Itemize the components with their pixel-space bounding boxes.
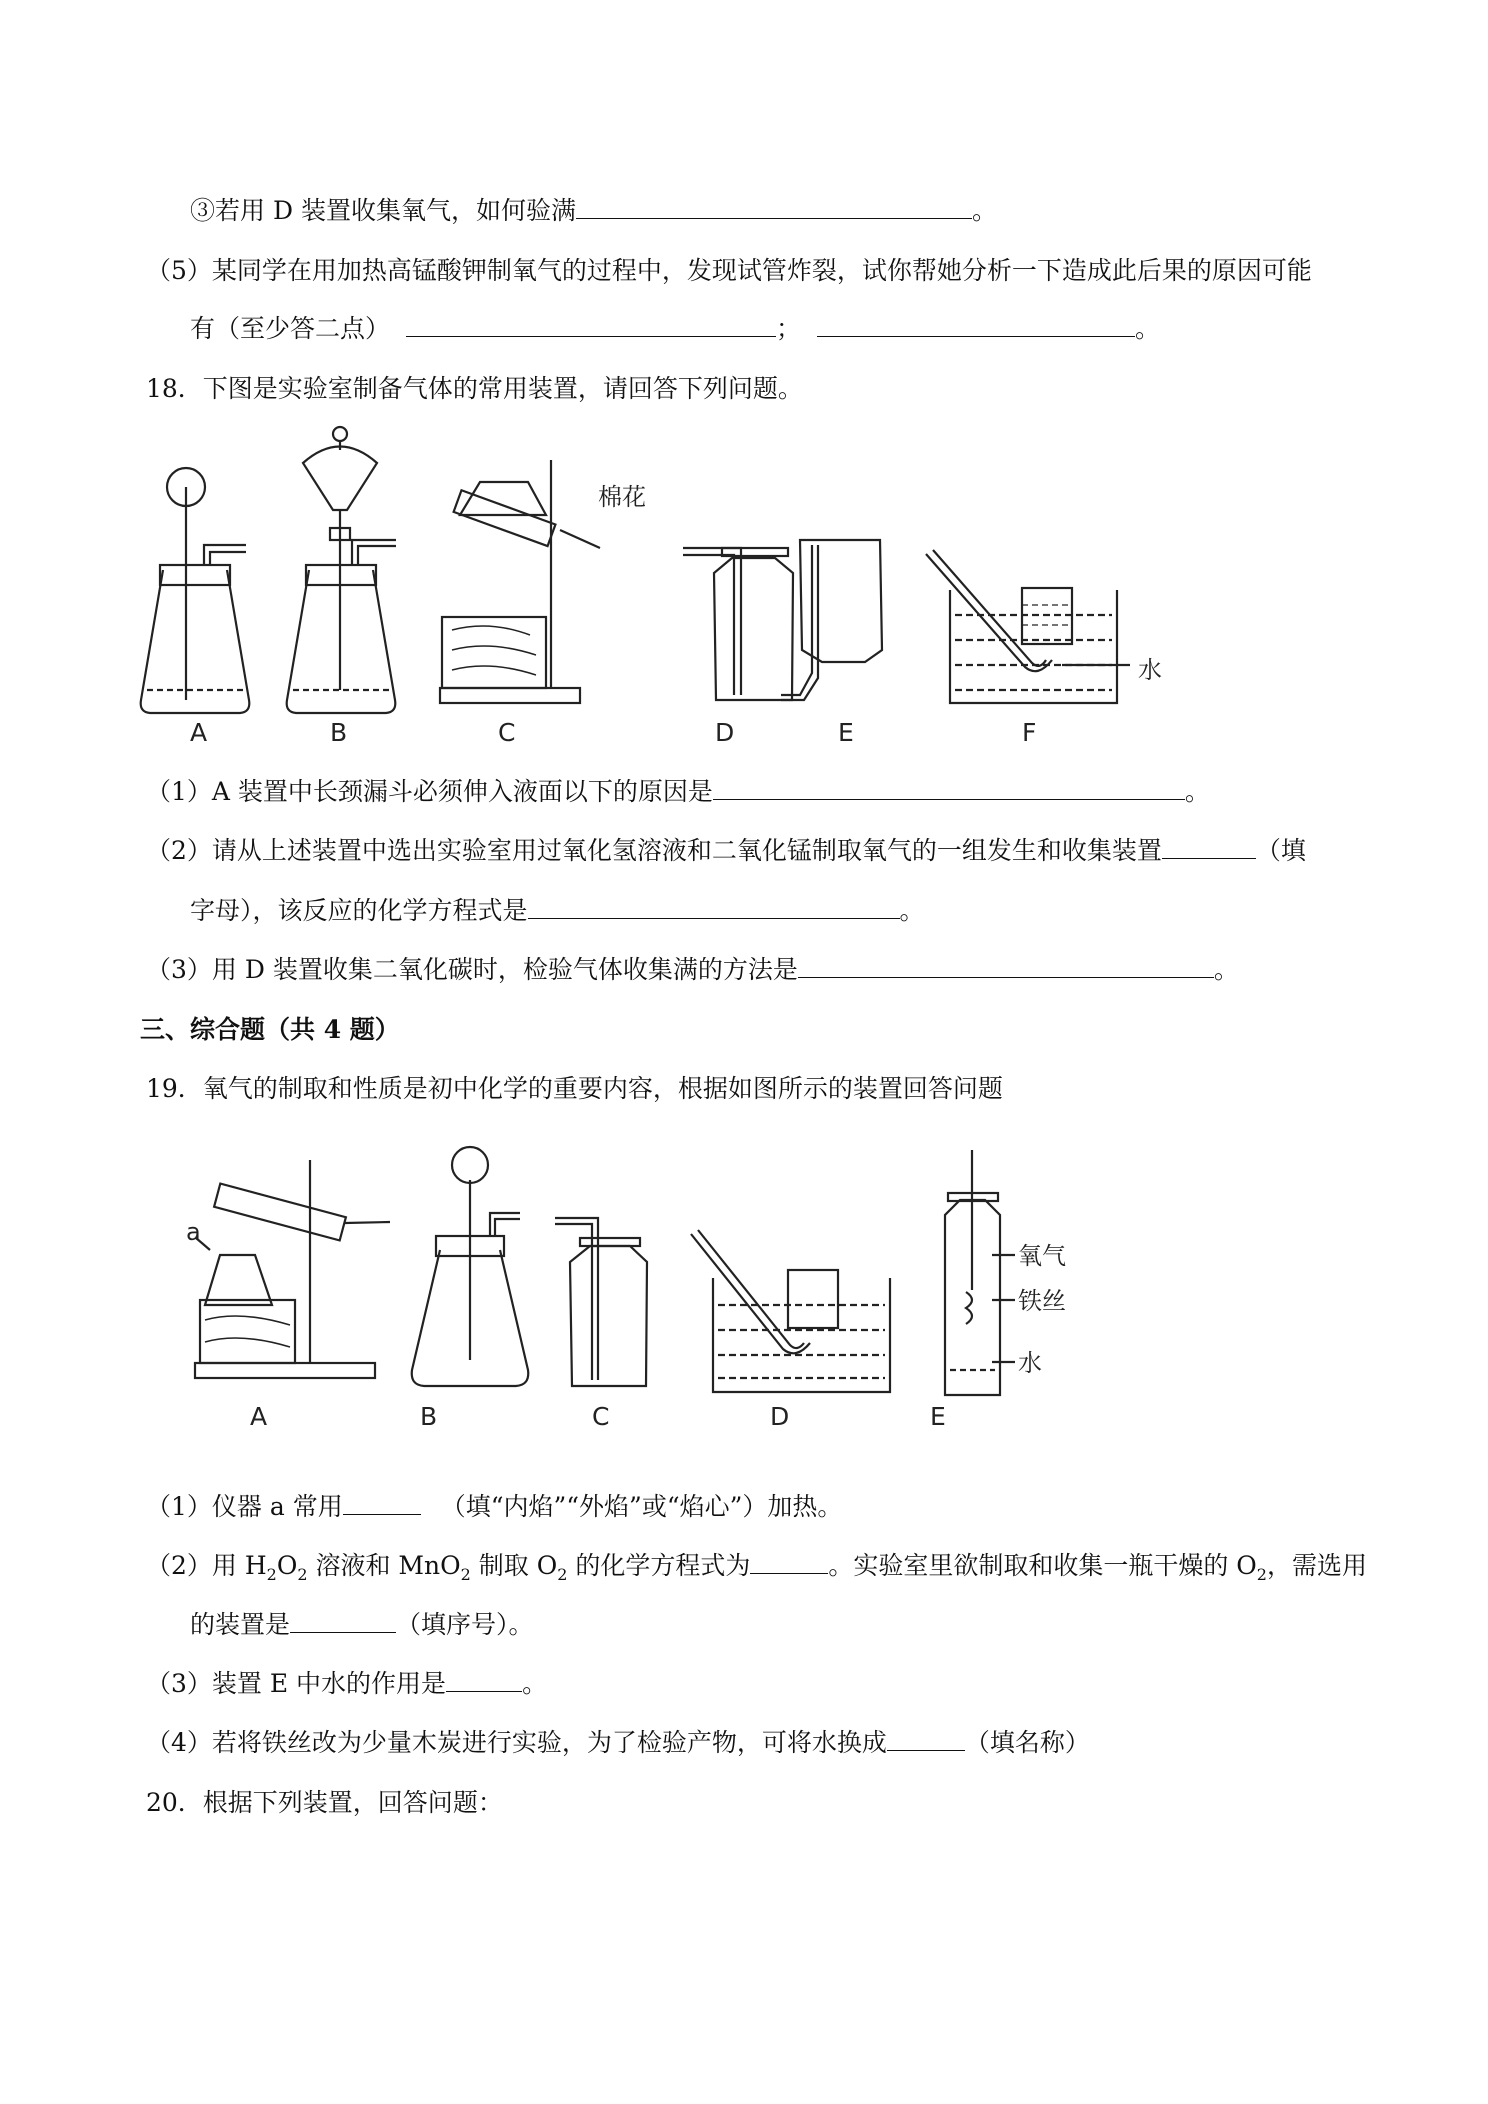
bottle-e xyxy=(800,540,882,662)
q19-2-c: 溶液和 MnO xyxy=(307,1551,461,1580)
q18-2 xyxy=(146,834,1306,868)
answer-blank[interactable] xyxy=(576,194,972,219)
sub: 2 xyxy=(557,1565,568,1584)
stand-base xyxy=(440,688,580,703)
text-line-2 xyxy=(146,254,1312,288)
q19-4-end: （填名称） xyxy=(964,1728,1090,1757)
water-label-19e: 水 xyxy=(1018,1349,1042,1377)
text-line-3 xyxy=(190,312,1160,346)
answer-blank[interactable] xyxy=(343,1490,421,1515)
l2-text: （5）某同学在用加热高锰酸钾制氧气的过程中，发现试管炸裂，试你帮她分析一下造成此后果的原因可能 xyxy=(146,256,1312,285)
q19-2-d: 制取 O xyxy=(470,1551,558,1580)
q19-4 xyxy=(146,1726,1090,1760)
l3-text: 有（至少答二点） xyxy=(190,314,391,343)
funnel-bulb xyxy=(167,468,205,506)
q19-3-end: 。 xyxy=(522,1669,548,1698)
l1-end: 。 xyxy=(971,196,997,225)
flask-a xyxy=(141,570,250,713)
lamp-19a xyxy=(205,1255,272,1305)
q19-1-text: （1）仪器 a 常用 xyxy=(146,1492,343,1521)
q18-2b-end: 。 xyxy=(899,896,925,925)
label-c: C xyxy=(498,718,516,747)
q19-text: 19．氧气的制取和性质是初中化学的重要内容，根据如图所示的装置回答问题 xyxy=(146,1074,1003,1103)
q19-2-f: 。实验室里欲制取和收集一瓶干燥的 O xyxy=(828,1551,1257,1580)
q19-3-text: （3）装置 E 中水的作用是 xyxy=(146,1669,447,1698)
label-f: F xyxy=(1022,718,1037,747)
answer-blank[interactable] xyxy=(750,1549,828,1574)
section-3-title: 三、综合题（共 4 题） xyxy=(140,1015,400,1044)
bottle-19c xyxy=(570,1246,647,1386)
answer-blank[interactable] xyxy=(713,775,1185,800)
text-line-1 xyxy=(190,194,997,228)
q18-2b-text: 字母），该反应的化学方程式是 xyxy=(190,896,528,925)
flask-19b xyxy=(412,1250,529,1386)
sub: 2 xyxy=(1256,1565,1267,1584)
q19-2-e: 的化学方程式为 xyxy=(567,1551,751,1580)
q18-2-end: （填 xyxy=(1255,836,1306,865)
test-tube-c xyxy=(454,490,556,546)
q19-1 xyxy=(146,1490,842,1524)
q19-2 xyxy=(146,1549,1367,1592)
label-a: A xyxy=(190,718,208,747)
label-19-e: E xyxy=(930,1402,946,1431)
answer-blank[interactable] xyxy=(887,1726,965,1751)
q18-1-end: 。 xyxy=(1184,777,1210,806)
q18-3-end: 。 xyxy=(1213,955,1239,984)
label-e: E xyxy=(838,718,854,747)
iron-wire xyxy=(966,1292,972,1324)
q19-2b xyxy=(190,1608,534,1642)
q19-2b-end: （填序号）。 xyxy=(396,1610,534,1639)
label-19-a: A xyxy=(250,1402,268,1431)
l1-text: ③若用 D 装置收集氧气，如何验满 xyxy=(190,196,576,225)
l3-sep: ； xyxy=(776,314,802,343)
cotton-label: 棉花 xyxy=(598,483,646,511)
l3-end: 。 xyxy=(1135,314,1161,343)
sub: 2 xyxy=(266,1565,277,1584)
answer-blank[interactable] xyxy=(446,1667,522,1692)
q19-2b-text: 的装置是 xyxy=(190,1610,291,1639)
q18-text: 18．下图是实验室制备气体的常用装置，请回答下列问题。 xyxy=(146,374,803,403)
stand-base-19a xyxy=(195,1363,375,1378)
q19-2-b: O xyxy=(276,1551,298,1580)
flask-b xyxy=(287,570,396,713)
water-label-f: 水 xyxy=(1138,656,1162,684)
q18-1 xyxy=(146,775,1210,809)
answer-blank[interactable] xyxy=(1162,834,1256,859)
q19-1-end: （填“内焰”“外焰”或“焰心”）加热。 xyxy=(440,1492,843,1521)
q19-2-a: （2）用 H xyxy=(146,1551,267,1580)
sub: 2 xyxy=(297,1565,308,1584)
separatory-funnel xyxy=(303,447,377,511)
q18-3-text: （3）用 D 装置收集二氧化碳时，检验气体收集满的方法是 xyxy=(146,955,798,984)
trough-f xyxy=(950,590,1117,703)
answer-blank[interactable] xyxy=(798,953,1214,978)
question-20 xyxy=(146,1786,503,1820)
section-title xyxy=(140,1013,400,1047)
q18-3 xyxy=(146,953,1239,987)
bottle-19e xyxy=(945,1200,1000,1395)
lamp-c xyxy=(460,482,546,515)
label-19-b: B xyxy=(420,1402,438,1431)
iron-wire-label: 铁丝 xyxy=(1018,1287,1066,1315)
wood-block xyxy=(442,617,546,688)
label-b: B xyxy=(330,718,348,747)
q18-2b xyxy=(190,894,925,928)
label-19-c: C xyxy=(592,1402,610,1431)
answer-blank[interactable] xyxy=(290,1608,396,1633)
answer-blank[interactable] xyxy=(528,894,900,919)
wood-block-19a xyxy=(200,1300,295,1363)
q19-3 xyxy=(146,1667,547,1701)
trough-19d xyxy=(713,1278,890,1392)
stopper-a xyxy=(160,565,230,585)
q19-2-g: ，需选用 xyxy=(1266,1551,1367,1580)
sub: 2 xyxy=(460,1565,471,1584)
bottle-d xyxy=(714,558,793,700)
question-19 xyxy=(146,1072,1003,1106)
answer-blank[interactable] xyxy=(817,312,1135,337)
question-18 xyxy=(146,372,803,406)
oxygen-label: 氧气 xyxy=(1018,1242,1066,1270)
label-19-d: D xyxy=(770,1402,790,1431)
q19-4-text: （4）若将铁丝改为少量木炭进行实验，为了检验产物，可将水换成 xyxy=(146,1728,887,1757)
test-tube-19a xyxy=(214,1184,346,1241)
answer-blank[interactable] xyxy=(406,312,776,337)
label-d: D xyxy=(715,718,735,747)
q20-text: 20．根据下列装置，回答问题： xyxy=(146,1788,503,1817)
q18-1-text: （1）A 装置中长颈漏斗必须伸入液面以下的原因是 xyxy=(146,777,713,806)
inverted-bottle-f xyxy=(1022,588,1072,644)
q18-2-text: （2）请从上述装置中选出实验室用过氧化氢溶液和二氧化锰制取氧气的一组发生和收集装置 xyxy=(146,836,1162,865)
label-a-instrument: a xyxy=(186,1218,201,1246)
